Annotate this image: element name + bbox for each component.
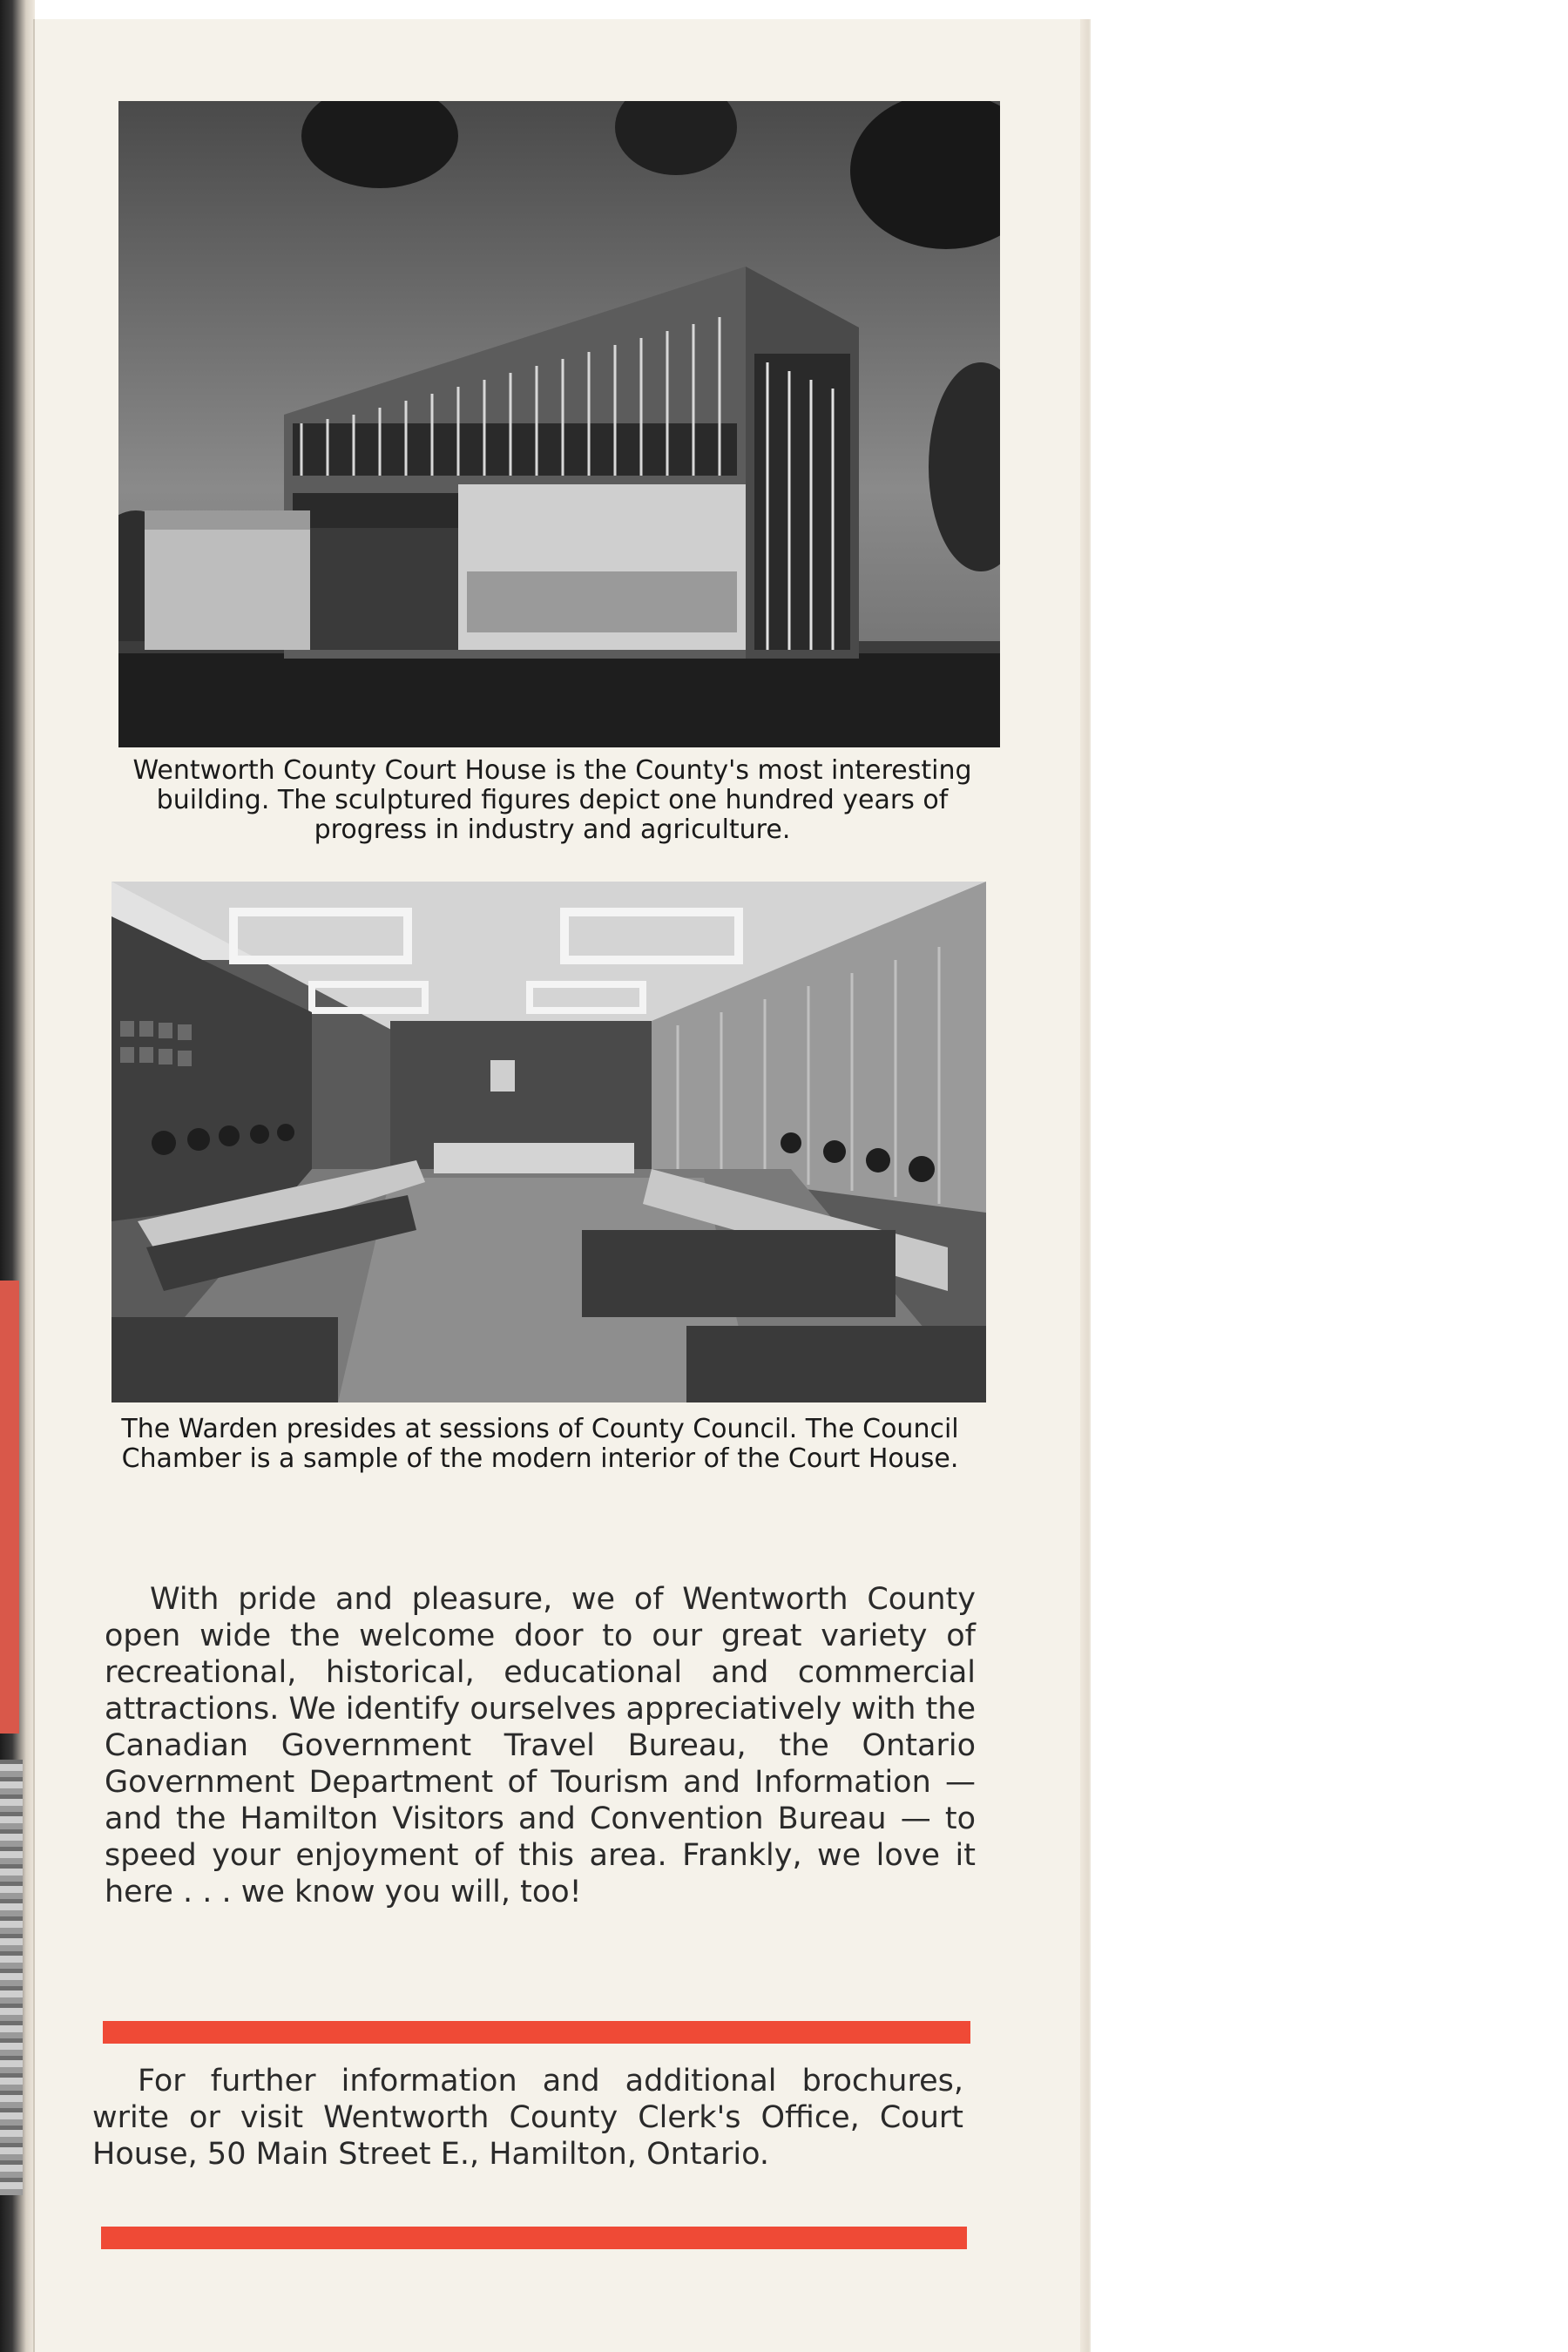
adjacent-page-red-band bbox=[0, 1281, 19, 1734]
contact-paragraph: For further information and additional brochures, write or visit Wentworth County Clerk's Office, Court House, 50 Main Street E., Hamilton, Ontario. bbox=[92, 2064, 963, 2172]
red-divider-bottom bbox=[101, 2227, 967, 2249]
welcome-paragraph: With pride and pleasure, we of Wentworth County open wide the welcome door to our great variety of recreational, historical, educational and commercial attractions. We identify ourselves appreciatively with the Canadian Government Travel Bureau, the Ontario Government Department of Tourism and Information — and the Hamilton Visitors and Convention Bureau — to speed your enjoyment of this area. Frankly, we love it here . . . we know you will, too! bbox=[105, 1582, 976, 1909]
council-chamber-caption: The Warden presides at sessions of County Council. The Council Chamber is a sample of the modern interior of the Court House. bbox=[121, 1414, 959, 1474]
court-house-photo bbox=[118, 101, 1000, 747]
council-chamber-photo bbox=[112, 882, 986, 1402]
adjacent-page-photo-edge bbox=[0, 1760, 23, 2195]
page-edge-shadow bbox=[1080, 19, 1089, 2352]
red-divider-top bbox=[103, 2021, 970, 2044]
court-house-caption: Wentworth County Court House is the County's most interesting building. The sculptured figures depict one hundred years of progress in industry and agriculture. bbox=[132, 755, 972, 845]
